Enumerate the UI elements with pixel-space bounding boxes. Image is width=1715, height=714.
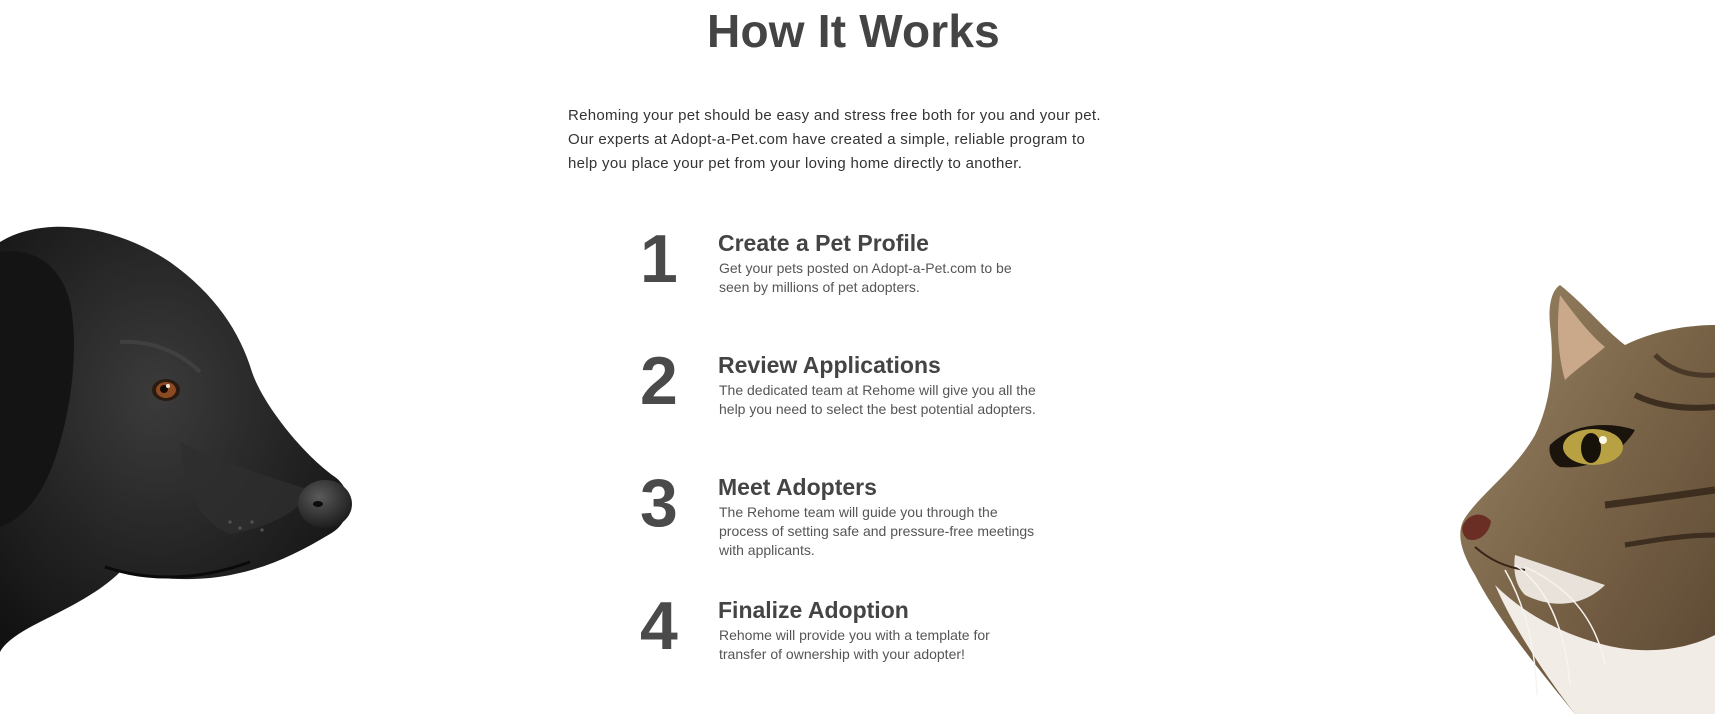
intro-paragraph xyxy=(568,104,1148,176)
step-description: The dedicated team at Rehome will give you all the help you need to select the best potential adopters. xyxy=(719,382,1036,417)
step-number: 4 xyxy=(640,588,678,664)
cat-image xyxy=(1455,285,1715,714)
step-number: 3 xyxy=(640,465,678,541)
step-title: Finalize Adoption xyxy=(718,597,909,623)
step-title: Meet Adopters xyxy=(718,474,877,500)
intro-line: help you place your pet from your loving home directly to another. xyxy=(568,155,1023,172)
step-finalize-adoption xyxy=(640,588,1060,701)
step-meet-adopters xyxy=(640,465,1060,578)
step-description: Get your pets posted on Adopt-a-Pet.com to be seen by millions of pet adopters. xyxy=(719,260,1012,295)
step-number: 1 xyxy=(640,221,678,297)
step-description: Rehome will provide you with a template for transfer of ownership with your adopter! xyxy=(719,627,990,662)
step-title: Review Applications xyxy=(718,352,941,378)
page-title: How It Works xyxy=(707,5,1000,57)
dog-image xyxy=(0,222,360,682)
intro-line: Rehoming your pet should be easy and stress free both for you and your pet. xyxy=(568,107,1101,124)
step-create-pet-profile xyxy=(640,221,1060,334)
step-number: 2 xyxy=(640,343,678,419)
step-review-applications xyxy=(640,343,1060,456)
cat-illustration xyxy=(1455,285,1715,714)
step-description: The Rehome team will guide you through the process of setting safe and pressure-free meetings with applicants. xyxy=(719,504,1035,558)
intro-line: Our experts at Adopt-a-Pet.com have created a simple, reliable program to xyxy=(568,131,1086,148)
dog-illustration xyxy=(0,222,360,682)
step-title: Create a Pet Profile xyxy=(718,230,929,256)
